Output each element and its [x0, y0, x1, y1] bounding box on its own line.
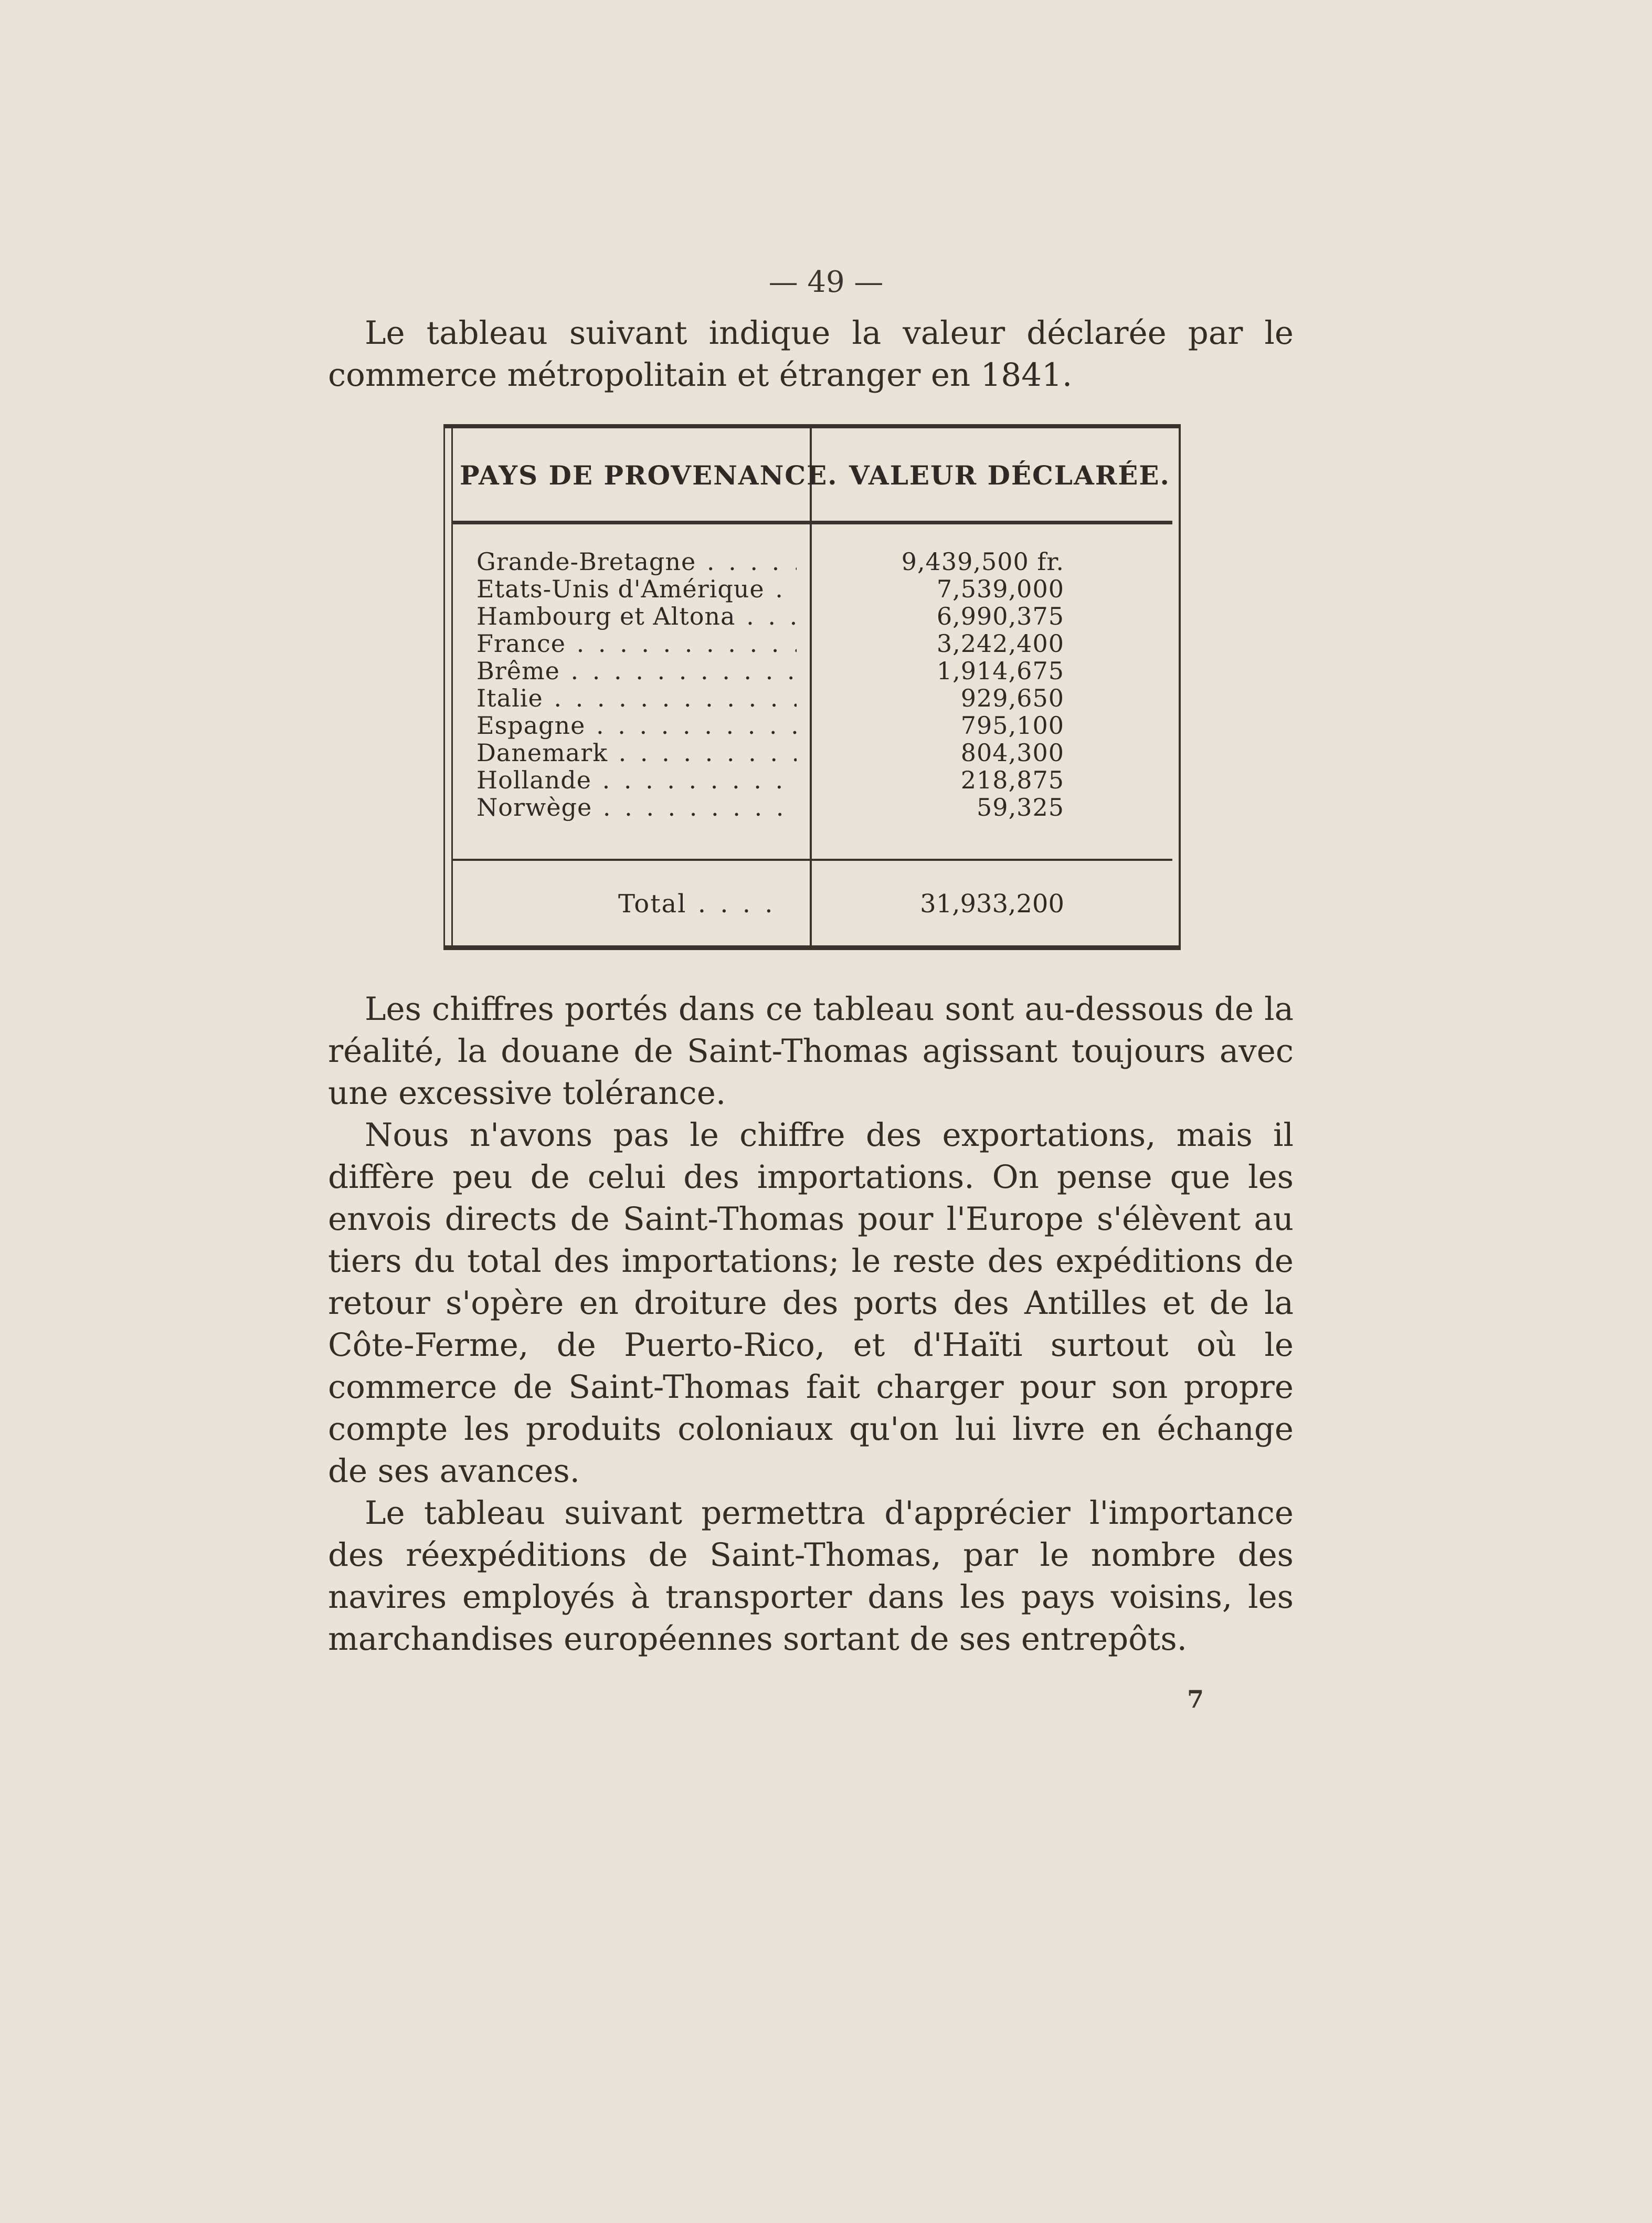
row-value: 795,100: [960, 711, 1064, 740]
row-country: Grande-Bretagne . . .: [476, 548, 797, 575]
table-total-rule: [451, 859, 1172, 861]
row-country: Espagne . . .: [476, 712, 797, 739]
row-country: France . . .: [476, 630, 797, 657]
table-row: [445, 548, 1179, 575]
row-value: 7,539,000: [936, 575, 1064, 603]
table-row: [445, 766, 1179, 794]
table-row: [445, 712, 1179, 739]
table-row: [445, 575, 1179, 603]
header-value: VALEUR DÉCLARÉE.: [849, 460, 1170, 491]
row-country: Hambourg et Altona . . .: [476, 603, 797, 630]
row-country: Hollande . . .: [476, 766, 797, 794]
table-row: [445, 794, 1179, 821]
row-value: 59,325: [977, 793, 1064, 821]
paragraph-2: Nous n'avons pas le chiffre des exportations, mais il diffère peu de celui des importations. On pense que les envois directs de Saint-Thomas pour l'Europe s'élèvent au tiers du total des importations; le reste des expéditions de retour s'opère en droiture des ports des Antilles et de la Côte-Ferme, de Puerto-Rico, et d'Haïti surtout où le commerce de Saint-Thomas fait charger pour son propre compte les produits coloniaux qu'on lui livre en échange de ses avances.: [328, 1116, 1294, 1490]
row-country: Norwège . . .: [476, 794, 797, 821]
signature-mark: 7: [1187, 1685, 1204, 1713]
row-value: 3,242,400: [936, 629, 1064, 658]
row-value: 1,914,675: [936, 657, 1064, 685]
header-country: PAYS DE PROVENANCE.: [460, 460, 838, 491]
paragraph-1: Les chiffres portés dans ce tableau sont au-dessous de la réalité, la douane de Saint-Thomas agissant toujours avec une excessive tolérance.: [328, 991, 1294, 1112]
intro-text: Le tableau suivant indique la valeur déclarée par le commerce métropolitain et étranger en 1841.: [328, 314, 1294, 394]
table-row: [445, 739, 1179, 766]
row-country: Brême . . .: [476, 657, 797, 684]
row-value: 804,300: [960, 739, 1064, 767]
paragraph-3: Le tableau suivant permettra d'apprécier l'importance des réexpéditions de Saint-Thomas, par le nombre des navires employés à transporter dans les pays voisins, les marchandises européennes sortant de ses entrepôts.: [328, 1494, 1294, 1658]
table-row: [445, 657, 1179, 684]
row-value: 6,990,375: [936, 602, 1064, 630]
intro-paragraph: [328, 312, 1294, 396]
row-country: Danemark . . .: [476, 739, 797, 766]
table-row: [445, 630, 1179, 657]
total-value: 31,933,200: [920, 889, 1064, 919]
total-label: Total . . .: [618, 889, 776, 919]
row-country: Etats-Unis d'Amérique . . .: [476, 575, 797, 603]
row-value: 9,439,500 fr.: [901, 547, 1064, 576]
row-country: Italie . . .: [476, 684, 797, 712]
body-text: [328, 988, 1294, 1660]
table-row: [445, 684, 1179, 712]
table-header-rule: [451, 521, 1172, 524]
import-value-table: [443, 424, 1181, 950]
row-value: 218,875: [960, 766, 1064, 794]
page-number: — 49 —: [768, 265, 884, 299]
table-rows: [445, 548, 1179, 821]
table-row: [445, 603, 1179, 630]
row-value: 929,650: [960, 684, 1064, 712]
